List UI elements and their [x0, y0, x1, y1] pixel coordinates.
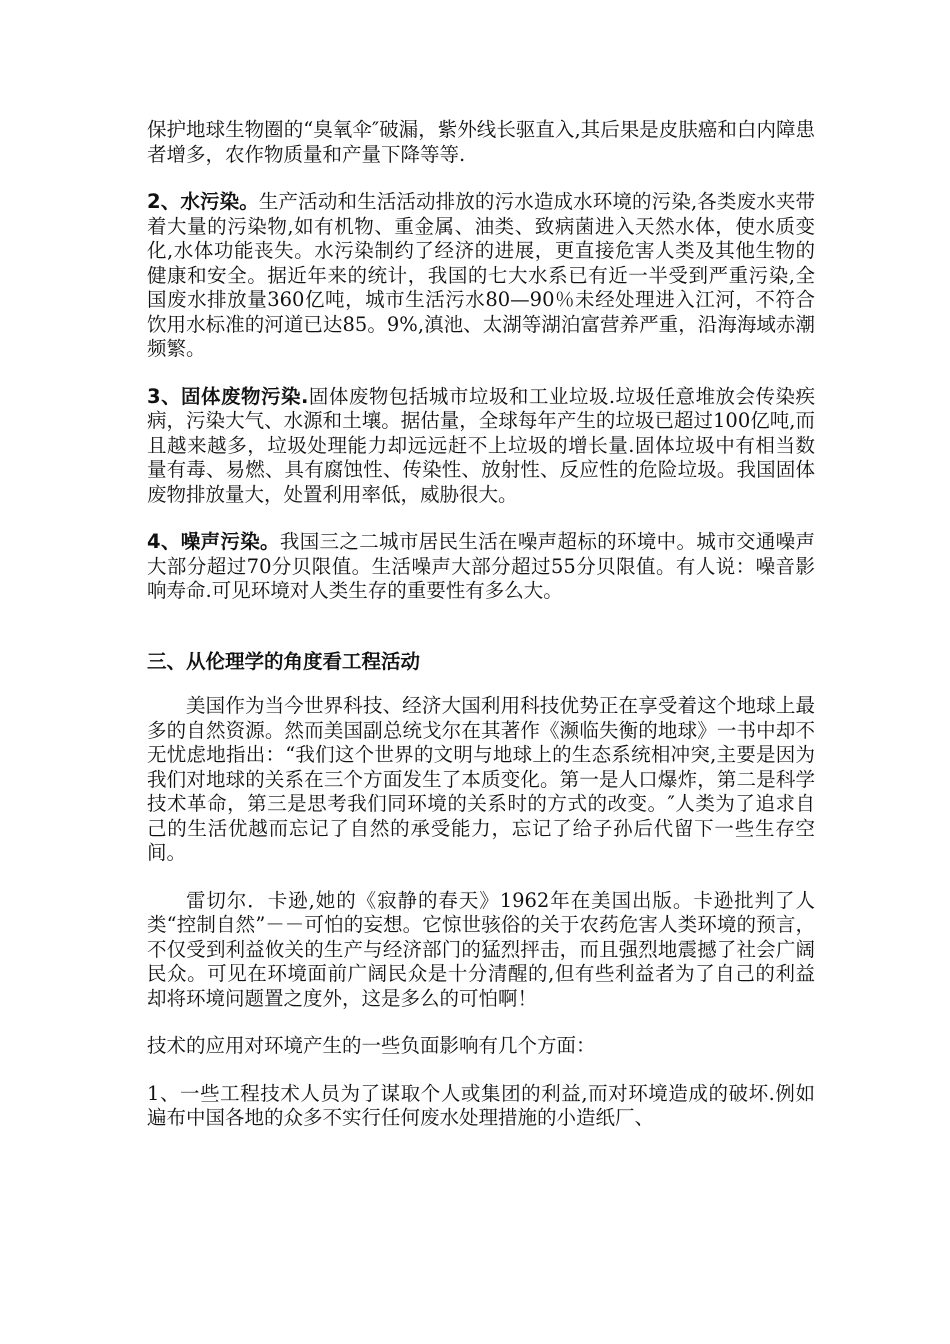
solid-waste-text: 固体废物包括城市垃圾和工业垃圾.垃圾任意堆放会传染疾病，污染大气、水源和土壤。据估量，全球每年产生的垃圾已超过100亿吨,而且越来越多，垃圾处理能力却远远赶不上垃圾的增长量.固体垃圾中有相当数量有毒、易燃、具有腐蚀性、传染性、放射性、反应性的危险垃圾。我国固体废物排放量大，处置利用率低，威胁很大。 [147, 384, 815, 506]
paragraph-solid-waste [147, 385, 815, 508]
paragraph-water-pollution [147, 190, 815, 362]
paragraph-usa: 美国作为当今世界科技、经济大国利用科技优势正在享受着这个地球上最多的自然资源。然而美国副总统戈尔在其著作《濒临失衡的地球》一书中却不无忧虑地指出：“我们这个世界的文明与地球上的生态系统相冲突,主要是因为我们对地球的关系在三个方面发生了本质变化。第一是人口爆炸，第二是科学技术革命，第三是思考我们同环境的关系时的方式的改变。″人类为了追求自己的生活优越而忘记了自然的承受能力，忘记了给子孙后代留下一些生存空间。 [147, 694, 815, 864]
noise-pollution-heading: 4、噪声污染。 [147, 530, 280, 553]
document-page [147, 118, 815, 1154]
water-pollution-heading: 2、水污染。 [147, 190, 259, 213]
paragraph-item-1: 1、一些工程技术人员为了谋取个人或集团的利益,而对环境造成的破坏.例如遍布中国各地的众多不实行任何废水处理措施的小造纸厂、 [147, 1081, 815, 1129]
paragraph-noise [147, 530, 815, 604]
noise-pollution-text: 我国三之二城市居民生活在噪声超标的环境中。城市交通噪声大部分超过70分贝限值。生活噪声大部分超过55分贝限值。有人说：噪音影响寿命.可见环境对人类生存的重要性有多么大。 [147, 530, 815, 602]
paragraph-carson: 雷切尔．卡逊,她的《寂静的春天》1962年在美国出版。卡逊批判了人类“控制自然”－－可怕的妄想。它惊世骇俗的关于农药危害人类环境的预言，不仅受到利益攸关的生产与经济部门的猛烈抨击，而且强烈地震撼了社会广阔民众。可见在环境面前广阔民众是十分清醒的,但有些利益者为了自己的利益却将环境问题置之度外，这是多么的可怕啊！ [147, 888, 815, 1010]
solid-waste-heading: 3、固体废物污染. [147, 384, 309, 408]
water-pollution-text: 生产活动和生活活动排放的污水造成水环境的污染,各类废水夹带着大量的污染物,如有机物、重金属、油类、致病菌进入天然水体，使水质变化,水体功能丧失。水污染制约了经济的进展，更直接危害人类及其他生物的健康和安全。据近年来的统计，我国的七大水系已有近一半受到严重污染,全国废水排放量360亿吨，城市生活污水80—90％未经处理进入江河，不符合饮用水标准的河道已达85。9%,滇池、太湖等湖泊富营养严重，沿海海域赤潮频繁。 [147, 190, 815, 360]
paragraph-ozone: 保护地球生物圈的“臭氧伞″破漏，紫外线长驱直入,其后果是皮肤癌和白内障患者增多，农作物质量和产量下降等等. [147, 118, 815, 166]
section-heading-ethics: 三、从伦理学的角度看工程活动 [147, 649, 421, 673]
paragraph-tech-intro: 技术的应用对环境产生的一些负面影响有几个方面： [147, 1034, 596, 1057]
